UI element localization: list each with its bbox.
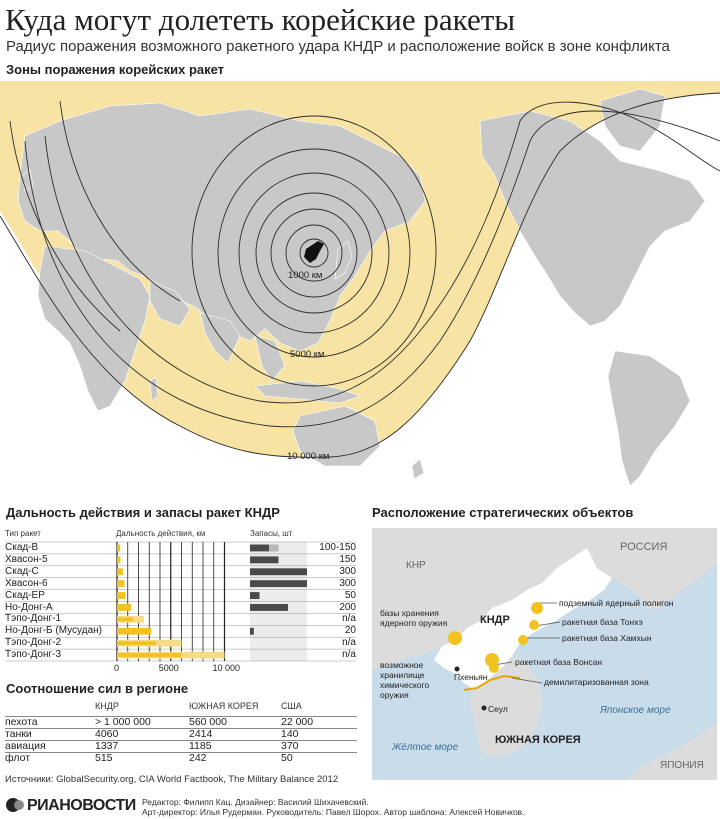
missile-stock: 150 [339,553,356,565]
missile-stock: 50 [344,589,356,601]
tick-label: 0 [114,663,120,673]
forces-col-2: ЮЖНАЯ КОРЕЯ [189,701,259,712]
forces-col-1: КНДР [95,701,119,712]
missiles-col-range: Дальность действия, км [116,529,206,538]
label-dmz: демилитаризованная зона [544,677,649,687]
label-rok: ЮЖНАЯ КОРЕЯ [495,734,581,746]
range-bar-core [117,617,133,621]
missile-stock: 100-150 [319,542,356,553]
label-dprk: КНДР [480,614,510,626]
nuclear-site-marker [531,602,543,614]
range-bar [117,568,123,575]
missile-name: Скад-ЕР [5,589,45,601]
missile-name: Тэпо-Донг-2 [5,637,62,649]
label-chemical-storage: возможное хранилище химического оружия [380,660,430,700]
label-10000km: 10 000 км [287,451,330,462]
wonsan-marker [489,663,499,673]
table-row: танки 4060 2414 140 [5,728,357,740]
range-bar [117,545,120,552]
label-pyongyang: Пхеньян [454,672,488,682]
page-subtitle: Радиус поражения возможного ракетного удара КНДР и расположение войск в зоне конфликта [6,38,670,55]
label-hamhung: ракетная база Хамхын [562,633,652,643]
forces-col-3: США [281,701,302,712]
missile-stock: n/a [342,613,356,625]
missile-name: Но-Донг-А [5,601,53,613]
forces-title: Соотношение сил в регионе [6,681,189,696]
missile-name: Тэпо-Донг-1 [5,613,62,625]
missile-stock: n/a [342,637,356,649]
range-bar [117,604,131,611]
missile-stock: 300 [339,577,356,589]
missile-stock: 200 [339,601,356,613]
table-row: пехота > 1 000 000 560 000 22 000 [5,716,357,728]
label-5000km: 5000 км [290,349,325,360]
forces-table [5,700,357,764]
label-tonghae: ракетная база Тонхэ [562,617,643,627]
range-bar-core [117,641,156,645]
world-map-title: Зоны поражения корейских ракет [6,62,225,77]
label-japan-sea: Японское море [600,705,671,716]
stock-bar [250,592,260,599]
missiles-col-type: Тип ракет [5,529,41,538]
stock-bar [250,568,307,575]
credits: Редактор: Филипп Кац. Дизайнер: Василий Шихачевский. Арт-директор: Илья Рудерман. Руководитель: Павел Шорох. Автор шаблона: Алексей Новичков. [142,797,525,817]
missile-name: Хвасон-6 [5,577,48,589]
label-nuclear-storage: базы хранения ядерного оружия [380,608,448,628]
missile-stock: n/a [342,649,356,661]
range-ticks [114,663,240,673]
missile-name: Но-Донг-Б (Мусудан) [5,625,102,637]
missiles-title: Дальность действия и запасы ракет КНДР [6,505,280,520]
table-row: флот 515 242 50 [5,752,357,764]
nuclear-storage-marker [448,631,462,645]
range-bar [117,580,125,587]
label-wonsan: ракетная база Вонсан [515,657,603,667]
range-bar-core [117,653,182,657]
stock-bar-range [269,545,279,552]
range-bar [117,628,151,635]
table-row: авиация 1337 1185 370 [5,740,357,752]
missile-stock: 20 [344,625,356,637]
label-japan: ЯПОНИЯ [660,760,704,771]
missile-name: Хвасон-5 [5,553,48,565]
korea-map-title: Расположение стратегических объектов [372,505,634,520]
stock-bar [250,556,279,563]
range-bar [117,592,126,599]
stock-bar [250,604,288,611]
missiles-col-stock: Запасы, шт [250,529,293,538]
label-nuclear-site: подземный ядерный полигон [559,598,674,608]
label-russia: РОССИЯ [620,541,668,553]
hamhung-marker [518,635,528,645]
seoul-dot [482,706,487,711]
missile-stock: 300 [339,565,356,577]
korea-map [372,528,717,780]
label-china: КНР [406,560,426,571]
sources: Источники: GlobalSecurity.org, CIA World Factbook, The Military Balance 2012 [5,774,339,785]
tonghae-marker [529,620,539,630]
range-bar [117,556,120,563]
ria-logo-icon [5,797,25,813]
tick-label: 5000 [158,663,179,673]
label-seoul: Сеул [488,704,508,714]
missile-name: Скад-В [5,542,39,553]
stock-bar [250,580,307,587]
label-1000km: 1000 км [288,270,323,281]
stock-bar [250,628,254,635]
page-title: Куда могут долететь корейские ракеты [5,2,516,37]
forces-col-0 [5,700,95,716]
tick-label: 10 000 [212,663,241,673]
missile-name: Тэпо-Донг-3 [5,649,62,661]
missile-name: Скад-С [5,565,39,577]
world-map [0,81,720,488]
ria-logo: РИАНОВОСТИ [5,797,136,815]
label-yellow-sea: Жёлтое море [392,742,459,753]
pyongyang-dot [455,667,460,672]
